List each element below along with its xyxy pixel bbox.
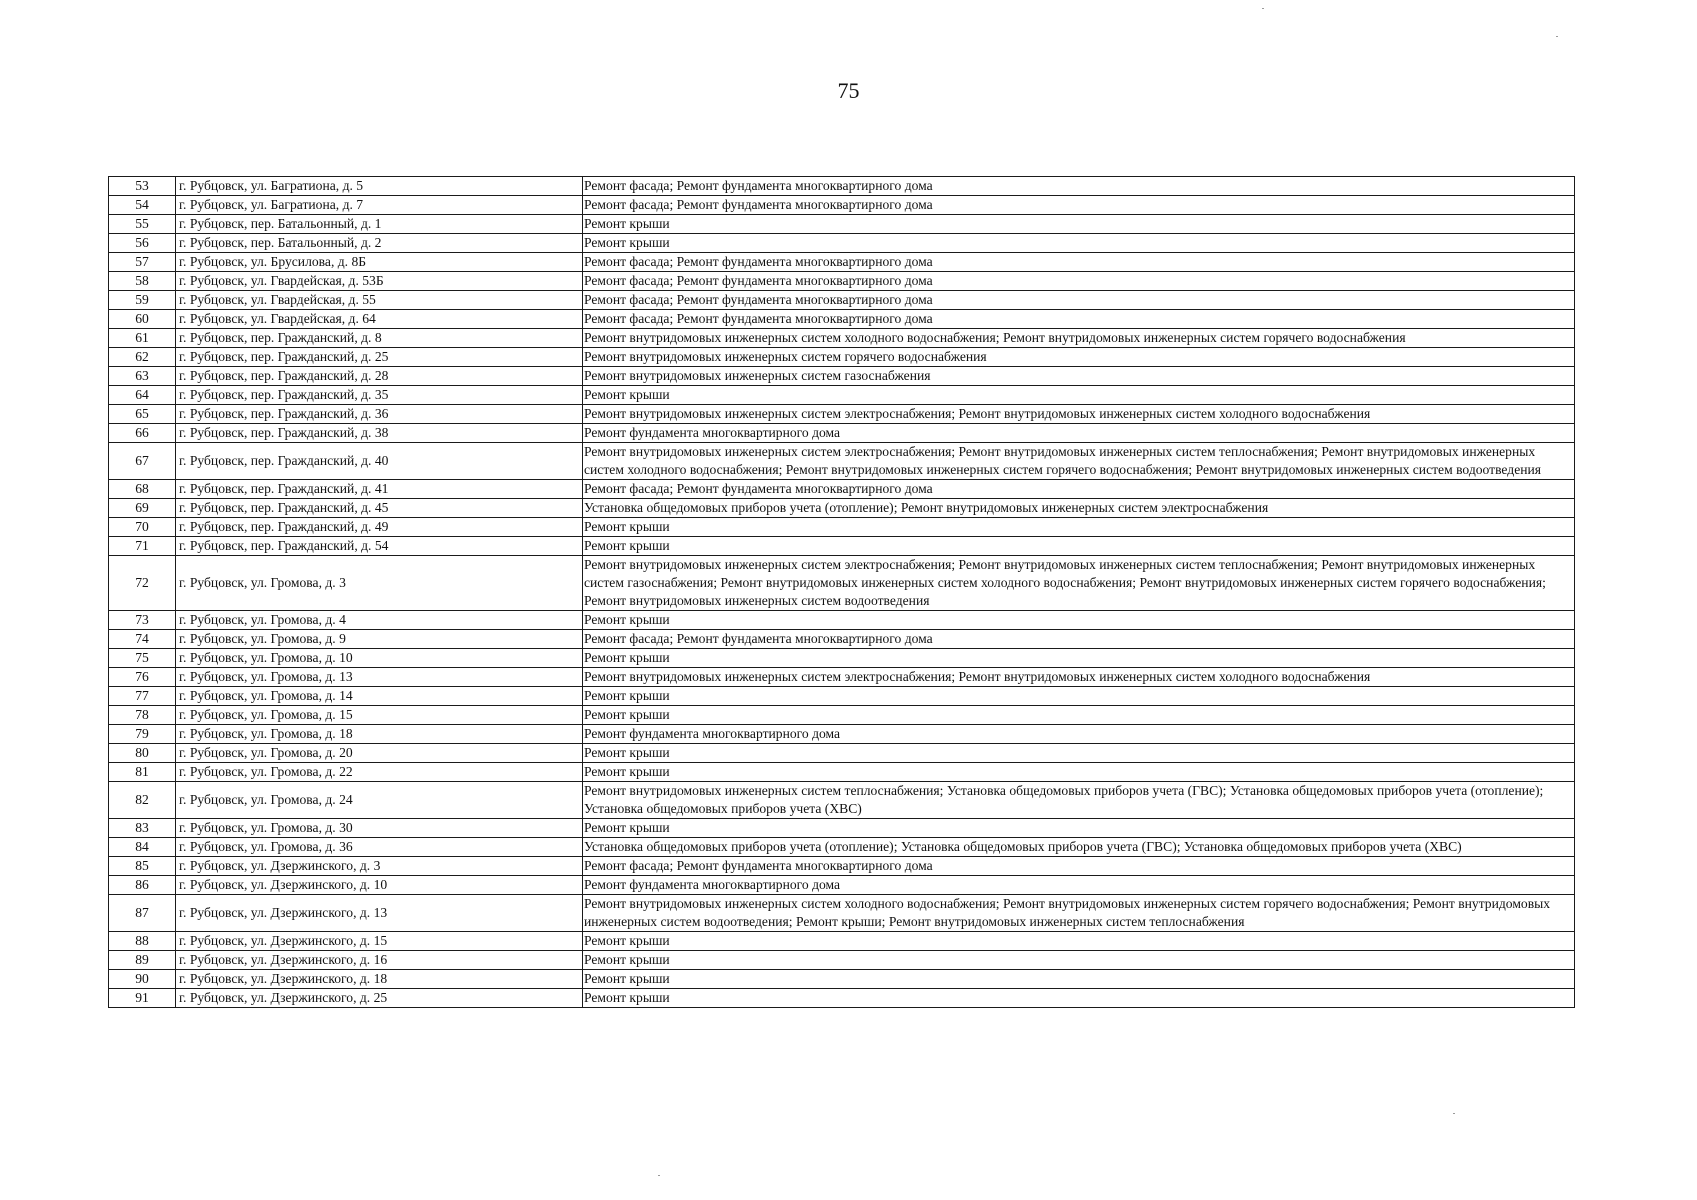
address-cell: г. Рубцовск, ул. Дзержинского, д. 13 [176, 895, 583, 932]
works-cell: Ремонт крыши [583, 518, 1575, 537]
table-row [109, 951, 1575, 970]
table-row [109, 234, 1575, 253]
table-row [109, 272, 1575, 291]
works-cell: Ремонт крыши [583, 611, 1575, 630]
row-number-cell: 63 [109, 367, 176, 386]
address-cell: г. Рубцовск, ул. Багратиона, д. 7 [176, 196, 583, 215]
row-number-cell: 71 [109, 537, 176, 556]
row-number-cell: 79 [109, 725, 176, 744]
address-cell: г. Рубцовск, пер. Батальонный, д. 2 [176, 234, 583, 253]
works-cell: Ремонт фасада; Ремонт фундамента многоквартирного дома [583, 177, 1575, 196]
address-cell: г. Рубцовск, ул. Дзержинского, д. 18 [176, 970, 583, 989]
works-cell: Ремонт внутридомовых инженерных систем холодного водоснабжения; Ремонт внутридомовых инженерных систем горячего водоснабжения; Ремонт внутридомовых инженерных систем водоотведения; Ремонт крыши; Ремонт внутридомовых инженерных систем теплоснабжения [583, 895, 1575, 932]
works-cell: Ремонт фасада; Ремонт фундамента многоквартирного дома [583, 310, 1575, 329]
table-row [109, 443, 1575, 480]
works-cell: Ремонт внутридомовых инженерных систем электроснабжения; Ремонт внутридомовых инженерных систем холодного водоснабжения [583, 668, 1575, 687]
address-cell: г. Рубцовск, ул. Громова, д. 22 [176, 763, 583, 782]
address-cell: г. Рубцовск, ул. Дзержинского, д. 25 [176, 989, 583, 1008]
table-row [109, 782, 1575, 819]
address-cell: г. Рубцовск, ул. Громова, д. 24 [176, 782, 583, 819]
row-number-cell: 91 [109, 989, 176, 1008]
address-cell: г. Рубцовск, ул. Громова, д. 36 [176, 838, 583, 857]
works-cell: Ремонт крыши [583, 386, 1575, 405]
works-cell: Ремонт фундамента многоквартирного дома [583, 725, 1575, 744]
row-number-cell: 90 [109, 970, 176, 989]
address-cell: г. Рубцовск, пер. Гражданский, д. 41 [176, 480, 583, 499]
address-cell: г. Рубцовск, ул. Гвардейская, д. 64 [176, 310, 583, 329]
address-cell: г. Рубцовск, пер. Гражданский, д. 25 [176, 348, 583, 367]
works-cell: Установка общедомовых приборов учета (отопление); Установка общедомовых приборов учета (ГВС); Установка общедомовых приборов учета (ХВС) [583, 838, 1575, 857]
row-number-cell: 59 [109, 291, 176, 310]
works-cell: Ремонт фасада; Ремонт фундамента многоквартирного дома [583, 480, 1575, 499]
table-row [109, 649, 1575, 668]
table-row [109, 367, 1575, 386]
works-cell: Ремонт фасада; Ремонт фундамента многоквартирного дома [583, 291, 1575, 310]
address-cell: г. Рубцовск, ул. Громова, д. 9 [176, 630, 583, 649]
table-row [109, 177, 1575, 196]
table-row [109, 386, 1575, 405]
works-cell: Установка общедомовых приборов учета (отопление); Ремонт внутридомовых инженерных систем электроснабжения [583, 499, 1575, 518]
table-row [109, 329, 1575, 348]
works-cell: Ремонт внутридомовых инженерных систем горячего водоснабжения [583, 348, 1575, 367]
works-cell: Ремонт фундамента многоквартирного дома [583, 424, 1575, 443]
works-cell: Ремонт внутридомовых инженерных систем теплоснабжения; Установка общедомовых приборов учета (ГВС); Установка общедомовых приборов учета (отопление); Установка общедомовых приборов учета (ХВС) [583, 782, 1575, 819]
works-cell: Ремонт крыши [583, 234, 1575, 253]
row-number-cell: 74 [109, 630, 176, 649]
address-cell: г. Рубцовск, ул. Громова, д. 15 [176, 706, 583, 725]
table-row [109, 424, 1575, 443]
address-cell: г. Рубцовск, ул. Дзержинского, д. 15 [176, 932, 583, 951]
address-cell: г. Рубцовск, ул. Громова, д. 30 [176, 819, 583, 838]
address-cell: г. Рубцовск, пер. Гражданский, д. 49 [176, 518, 583, 537]
works-cell: Ремонт крыши [583, 687, 1575, 706]
address-cell: г. Рубцовск, пер. Гражданский, д. 54 [176, 537, 583, 556]
works-cell: Ремонт внутридомовых инженерных систем холодного водоснабжения; Ремонт внутридомовых инженерных систем горячего водоснабжения [583, 329, 1575, 348]
row-number-cell: 72 [109, 556, 176, 611]
row-number-cell: 54 [109, 196, 176, 215]
table-row [109, 537, 1575, 556]
works-cell: Ремонт крыши [583, 970, 1575, 989]
table-body [109, 177, 1575, 1008]
table-row [109, 611, 1575, 630]
address-cell: г. Рубцовск, пер. Гражданский, д. 8 [176, 329, 583, 348]
works-cell: Ремонт фасада; Ремонт фундамента многоквартирного дома [583, 630, 1575, 649]
row-number-cell: 66 [109, 424, 176, 443]
address-cell: г. Рубцовск, ул. Громова, д. 3 [176, 556, 583, 611]
row-number-cell: 62 [109, 348, 176, 367]
scan-speck [1262, 8, 1264, 9]
works-cell: Ремонт крыши [583, 744, 1575, 763]
row-number-cell: 82 [109, 782, 176, 819]
row-number-cell: 78 [109, 706, 176, 725]
table-row [109, 819, 1575, 838]
address-cell: г. Рубцовск, пер. Гражданский, д. 38 [176, 424, 583, 443]
row-number-cell: 55 [109, 215, 176, 234]
works-cell: Ремонт фасада; Ремонт фундамента многоквартирного дома [583, 272, 1575, 291]
works-cell: Ремонт крыши [583, 706, 1575, 725]
row-number-cell: 60 [109, 310, 176, 329]
row-number-cell: 80 [109, 744, 176, 763]
works-cell: Ремонт фасада; Ремонт фундамента многоквартирного дома [583, 196, 1575, 215]
address-cell: г. Рубцовск, ул. Громова, д. 4 [176, 611, 583, 630]
address-cell: г. Рубцовск, ул. Громова, д. 14 [176, 687, 583, 706]
row-number-cell: 81 [109, 763, 176, 782]
works-cell: Ремонт крыши [583, 215, 1575, 234]
address-cell: г. Рубцовск, ул. Дзержинского, д. 10 [176, 876, 583, 895]
table-row [109, 405, 1575, 424]
row-number-cell: 56 [109, 234, 176, 253]
works-cell: Ремонт крыши [583, 649, 1575, 668]
row-number-cell: 75 [109, 649, 176, 668]
row-number-cell: 76 [109, 668, 176, 687]
row-number-cell: 67 [109, 443, 176, 480]
row-number-cell: 70 [109, 518, 176, 537]
page-number: 75 [837, 78, 860, 103]
table-row [109, 291, 1575, 310]
scan-speck [1453, 1113, 1455, 1114]
works-cell: Ремонт крыши [583, 763, 1575, 782]
table-row [109, 763, 1575, 782]
table-row [109, 310, 1575, 329]
address-cell: г. Рубцовск, ул. Дзержинского, д. 16 [176, 951, 583, 970]
table-row [109, 857, 1575, 876]
row-number-cell: 89 [109, 951, 176, 970]
works-cell: Ремонт внутридомовых инженерных систем газоснабжения [583, 367, 1575, 386]
address-cell: г. Рубцовск, ул. Гвардейская, д. 53Б [176, 272, 583, 291]
row-number-cell: 57 [109, 253, 176, 272]
table-row [109, 744, 1575, 763]
row-number-cell: 83 [109, 819, 176, 838]
works-cell: Ремонт крыши [583, 989, 1575, 1008]
row-number-cell: 84 [109, 838, 176, 857]
table-row [109, 253, 1575, 272]
table-row [109, 480, 1575, 499]
row-number-cell: 86 [109, 876, 176, 895]
works-cell: Ремонт фундамента многоквартирного дома [583, 876, 1575, 895]
table-row [109, 895, 1575, 932]
address-cell: г. Рубцовск, пер. Гражданский, д. 28 [176, 367, 583, 386]
works-cell: Ремонт фасада; Ремонт фундамента многоквартирного дома [583, 253, 1575, 272]
address-cell: г. Рубцовск, пер. Батальонный, д. 1 [176, 215, 583, 234]
table-row [109, 725, 1575, 744]
address-cell: г. Рубцовск, ул. Гвардейская, д. 55 [176, 291, 583, 310]
address-cell: г. Рубцовск, ул. Громова, д. 20 [176, 744, 583, 763]
address-cell: г. Рубцовск, ул. Громова, д. 13 [176, 668, 583, 687]
row-number-cell: 61 [109, 329, 176, 348]
row-number-cell: 77 [109, 687, 176, 706]
works-cell: Ремонт крыши [583, 537, 1575, 556]
table-row [109, 215, 1575, 234]
table-row [109, 838, 1575, 857]
table-row [109, 196, 1575, 215]
address-cell: г. Рубцовск, ул. Багратиона, д. 5 [176, 177, 583, 196]
table-row [109, 932, 1575, 951]
row-number-cell: 69 [109, 499, 176, 518]
row-number-cell: 87 [109, 895, 176, 932]
table-row [109, 499, 1575, 518]
address-cell: г. Рубцовск, пер. Гражданский, д. 36 [176, 405, 583, 424]
address-cell: г. Рубцовск, ул. Громова, д. 10 [176, 649, 583, 668]
row-number-cell: 68 [109, 480, 176, 499]
table-row [109, 668, 1575, 687]
works-cell: Ремонт фасада; Ремонт фундамента многоквартирного дома [583, 857, 1575, 876]
works-cell: Ремонт внутридомовых инженерных систем электроснабжения; Ремонт внутридомовых инженерных систем холодного водоснабжения [583, 405, 1575, 424]
table-row [109, 630, 1575, 649]
row-number-cell: 58 [109, 272, 176, 291]
works-cell: Ремонт внутридомовых инженерных систем электроснабжения; Ремонт внутридомовых инженерных систем теплоснабжения; Ремонт внутридомовых инженерных систем холодного водоснабжения; Ремонт внутридомовых инженерных систем горячего водоснабжения; Ремонт внутридомовых инженерных систем водоотведения [583, 443, 1575, 480]
works-cell: Ремонт крыши [583, 932, 1575, 951]
row-number-cell: 53 [109, 177, 176, 196]
table-row [109, 876, 1575, 895]
address-cell: г. Рубцовск, пер. Гражданский, д. 35 [176, 386, 583, 405]
table-row [109, 970, 1575, 989]
address-cell: г. Рубцовск, ул. Громова, д. 18 [176, 725, 583, 744]
row-number-cell: 88 [109, 932, 176, 951]
row-number-cell: 85 [109, 857, 176, 876]
address-cell: г. Рубцовск, пер. Гражданский, д. 45 [176, 499, 583, 518]
address-cell: г. Рубцовск, ул. Дзержинского, д. 3 [176, 857, 583, 876]
row-number-cell: 73 [109, 611, 176, 630]
repair-works-table [108, 176, 1575, 1008]
works-cell: Ремонт крыши [583, 819, 1575, 838]
address-cell: г. Рубцовск, пер. Гражданский, д. 40 [176, 443, 583, 480]
row-number-cell: 65 [109, 405, 176, 424]
table-row [109, 687, 1575, 706]
address-cell: г. Рубцовск, ул. Брусилова, д. 8Б [176, 253, 583, 272]
table-row [109, 518, 1575, 537]
table-row [109, 556, 1575, 611]
table-row [109, 989, 1575, 1008]
table-row [109, 706, 1575, 725]
table-row [109, 348, 1575, 367]
row-number-cell: 64 [109, 386, 176, 405]
works-cell: Ремонт крыши [583, 951, 1575, 970]
scan-speck [1556, 36, 1558, 37]
scan-speck [658, 1175, 660, 1176]
works-cell: Ремонт внутридомовых инженерных систем электроснабжения; Ремонт внутридомовых инженерных систем теплоснабжения; Ремонт внутридомовых инженерных систем газоснабжения; Ремонт внутридомовых инженерных систем холодного водоснабжения; Ремонт внутридомовых инженерных систем горячего водоснабжения; Ремонт внутридомовых инженерных систем водоотведения [583, 556, 1575, 611]
